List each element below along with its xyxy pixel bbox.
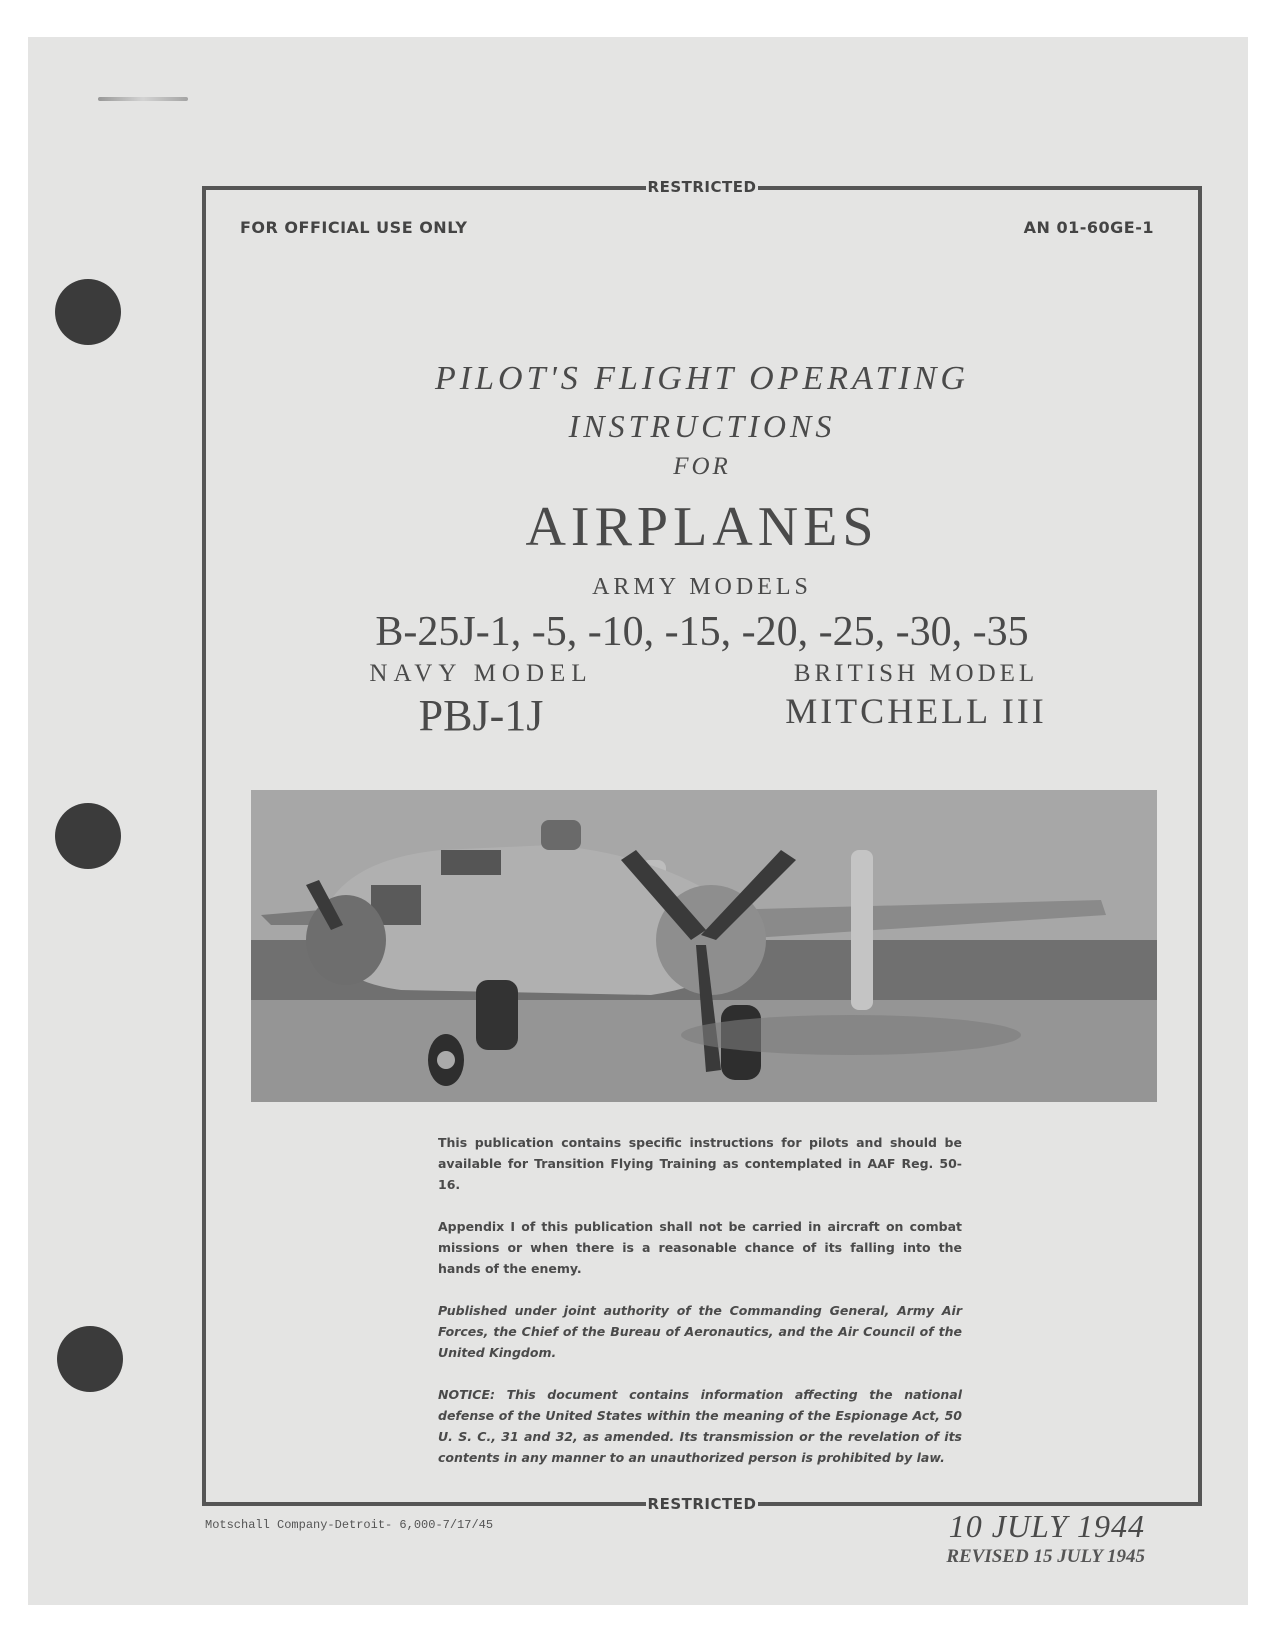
publication-date: 10 JULY 1944 [948, 1508, 1145, 1544]
classification-bottom: RESTRICTED [647, 1495, 757, 1513]
title-line-2: INSTRUCTIONS [568, 408, 836, 444]
cover-frame [202, 178, 1202, 1513]
army-models-label: ARMY MODELS [592, 574, 812, 600]
appendix-note: Appendix I of this publication shall not be carried in aircraft on combat missions or when there is a reasonable chance of its falling into the hands of the enemy. [438, 1219, 962, 1276]
navy-model-label: NAVY MODEL [369, 660, 593, 687]
authority-note: Published under joint authority of the Commanding General, Army Air Forces, the Chief of the Bureau of Aeronautics, and the Air Council of the United Kingdom. [438, 1303, 962, 1360]
aircraft-photo [251, 790, 1157, 1102]
revision-date: REVISED 15 JULY 1945 [946, 1546, 1145, 1567]
distribution-note: This publication contains specific instructions for pilots and should be available for Transition Flying Training as contemplated in AAF Reg. 50-16. [438, 1135, 962, 1192]
binder-hole-1 [55, 279, 121, 345]
title-line-1: PILOT'S FLIGHT OPERATING [435, 360, 969, 397]
official-use-label: FOR OFFICIAL USE ONLY [240, 218, 468, 237]
document-number: AN 01-60GE-1 [1023, 218, 1154, 237]
binder-hole-2 [55, 803, 121, 869]
printer-imprint: Motschall Company-Detroit- 6,000-7/17/45 [205, 1518, 494, 1532]
navy-model-value: PBJ-1J [418, 691, 544, 740]
espionage-notice: NOTICE: This document contains information affecting the national defense of the United States within the meaning of the Espionage Act, 50 U. S. C., 31 and 32, as amended. Its transmission or the revelation of its contents in any manner to an unauthorized person is prohibited by law. [438, 1387, 962, 1465]
binder-hole-3 [57, 1326, 123, 1392]
title-airplanes: AIRPLANES [525, 496, 879, 558]
army-models-value: B-25J-1, -5, -10, -15, -20, -25, -30, -35 [375, 609, 1029, 655]
b25-bomber-illustration [251, 790, 1157, 1102]
notice-text-block [438, 1132, 962, 1489]
title-line-3: FOR [673, 453, 731, 480]
classification-top: RESTRICTED [647, 178, 757, 196]
british-model-value: MITCHELL III [785, 691, 1047, 731]
british-model-label: BRITISH MODEL [793, 660, 1039, 687]
staple-mark [98, 97, 188, 101]
